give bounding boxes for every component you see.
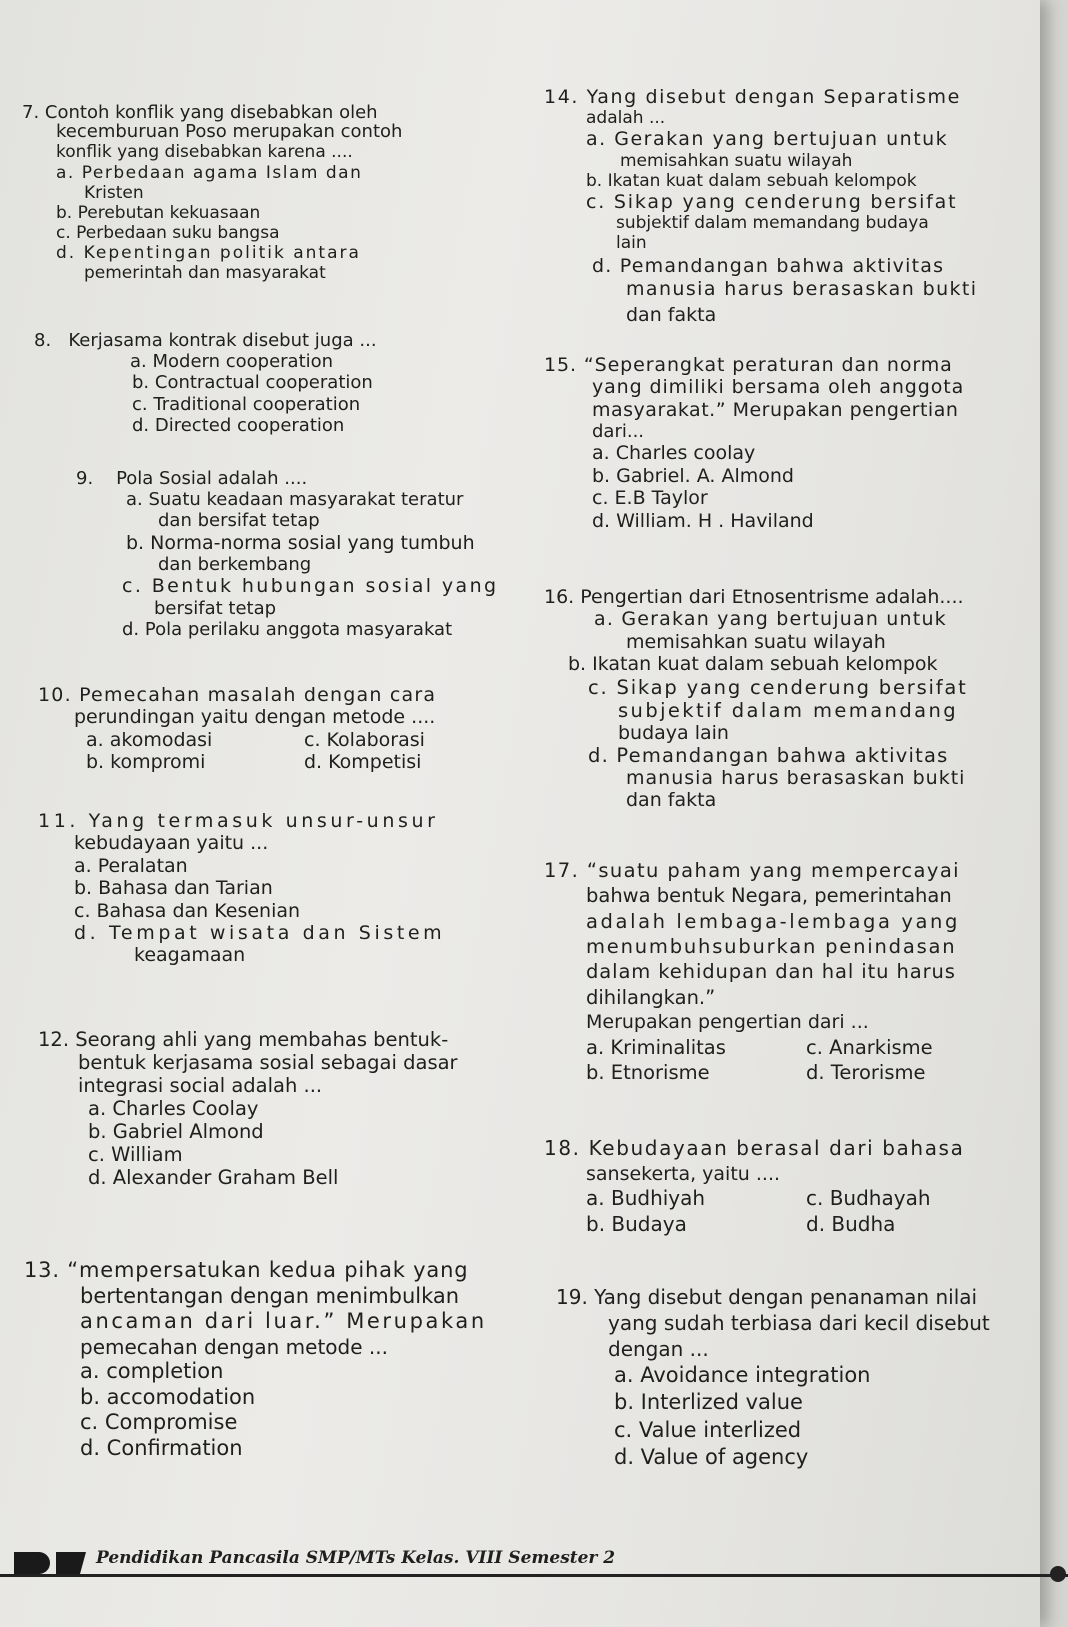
option-b: b. Budaya: [586, 1211, 687, 1236]
question-16: [544, 586, 968, 812]
question-number: 13.: [24, 1258, 60, 1282]
question-stem: “Seperangkat peraturan dan norma: [583, 354, 953, 376]
option-c: c. Anarkisme: [806, 1035, 933, 1059]
question-stem: adalah ...: [586, 108, 666, 129]
option-d: d. Alexander Graham Bell: [88, 1166, 339, 1189]
option-c-cont: bersifat tetap: [154, 597, 277, 619]
footer-title: Pendidikan Pancasila SMP/MTs Kelas. VIII Semester 2: [96, 1548, 616, 1568]
option-a: a. Charles coolay: [592, 442, 756, 465]
question-number: 17.: [544, 859, 580, 882]
footer-bar-icon: [56, 1552, 86, 1574]
option-c: c. Value interlized: [614, 1417, 802, 1442]
question-stem: sansekerta, yaitu ....: [586, 1162, 781, 1185]
option-c: c. Traditional cooperation: [132, 393, 361, 415]
question-13: [24, 1258, 487, 1462]
option-a: a. Peralatan: [74, 854, 188, 877]
option-c-cont: lain: [616, 233, 647, 254]
question-17: [544, 858, 960, 1085]
option-a: a. Modern cooperation: [130, 351, 334, 373]
option-c: c. E.B Taylor: [592, 487, 708, 510]
question-stem: ancaman dari luar.” Merupakan: [80, 1309, 487, 1334]
option-c-cont: subjektif dalam memandang budaya: [616, 213, 929, 234]
question-stem: kecemburuan Poso merupakan contoh: [56, 121, 403, 143]
option-a: a. Suatu keadaan masyarakat teratur: [126, 489, 464, 511]
question-stem: Merupakan pengertian dari ...: [586, 1011, 869, 1034]
question-stem: “suatu paham yang mempercayai: [586, 859, 960, 882]
footer-rule: [0, 1574, 1068, 1577]
question-stem: konflik yang disebabkan karena ....: [56, 142, 353, 163]
option-b: b. kompromi: [86, 751, 206, 774]
option-a: a. Budhiyah: [586, 1185, 706, 1210]
question-stem: bahwa bentuk Negara, pemerintahan: [586, 884, 952, 908]
question-stem: masyarakat.” Merupakan pengertian: [592, 398, 959, 421]
option-c: c. Bahasa dan Kesenian: [74, 899, 301, 922]
option-c: c. Kolaborasi: [304, 728, 425, 751]
option-d: d. Value of agency: [614, 1444, 809, 1469]
option-d: d. William. H . Haviland: [592, 509, 814, 532]
question-14: [544, 86, 977, 327]
question-stem: Seorang ahli yang membahas bentuk-: [75, 1028, 449, 1051]
question-7: [22, 102, 402, 283]
option-c: c. Bentuk hubungan sosial yang: [122, 575, 499, 598]
question-10: [38, 684, 436, 774]
question-stem: Yang disebut dengan penanaman nilai: [594, 1285, 978, 1309]
question-number: 15.: [544, 354, 577, 376]
option-b: b. Perebutan kekuasaan: [56, 202, 261, 223]
question-stem: yang sudah terbiasa dari kecil disebut: [608, 1311, 990, 1335]
question-stem: dalam kehidupan dan hal itu harus: [586, 960, 956, 984]
question-number: 7.: [22, 102, 40, 123]
option-c: c. Compromise: [80, 1410, 238, 1435]
question-stem: “mempersatukan kedua pihak yang: [67, 1258, 469, 1282]
option-b: b. Etnorisme: [586, 1061, 710, 1085]
option-c: c. William: [88, 1143, 183, 1166]
option-a: a. Kriminalitas: [586, 1035, 726, 1059]
option-a-cont: memisahkan suatu wilayah: [626, 630, 886, 653]
question-stem: Pola Sosial adalah ....: [116, 468, 308, 489]
question-stem: Kerjasama kontrak disebut juga ...: [68, 330, 377, 351]
option-b: b. Bahasa dan Tarian: [74, 877, 273, 900]
option-d: d. Pemandangan bahwa aktivitas: [588, 744, 949, 768]
question-stem: perundingan yaitu dengan metode ....: [74, 706, 436, 729]
option-d: d. Kepentingan politik antara: [56, 242, 361, 263]
option-a: a. Perbedaan agama Islam dan: [56, 162, 363, 183]
question-number: 10.: [38, 684, 72, 706]
footer-mark-icon: [14, 1552, 50, 1574]
option-a: a. Gerakan yang bertujuan untuk: [586, 128, 949, 151]
question-number: 8.: [34, 330, 52, 351]
option-b: b. Contractual cooperation: [132, 372, 373, 394]
question-11: [38, 810, 445, 967]
question-number: 16.: [544, 586, 575, 608]
question-number: 14.: [544, 86, 580, 108]
option-d-cont: dan fakta: [626, 304, 717, 327]
question-15: [544, 354, 964, 532]
option-c: c. Budhayah: [806, 1185, 931, 1210]
option-b: b. Norma-norma sosial yang tumbuh: [126, 531, 475, 554]
question-stem: Kebudayaan berasal dari bahasa: [588, 1136, 965, 1160]
option-a: a. Gerakan yang bertujuan untuk: [594, 608, 947, 631]
option-c-cont: subjektif dalam memandang: [618, 698, 958, 722]
option-d-cont: dan fakta: [626, 789, 717, 812]
question-number: 11.: [38, 810, 80, 832]
question-stem: dengan ...: [608, 1337, 709, 1361]
question-9: [78, 468, 499, 640]
question-stem: dari...: [592, 421, 645, 443]
option-c: c. Perbedaan suku bangsa: [56, 222, 280, 243]
question-stem: bertentangan dengan menimbulkan: [80, 1283, 460, 1308]
option-a-cont: Kristen: [84, 182, 144, 203]
option-d-cont: keagamaan: [134, 944, 246, 967]
question-stem: integrasi social adalah ...: [78, 1074, 323, 1097]
option-c: c. Sikap yang cenderung bersifat: [586, 190, 958, 213]
option-d: d. Kompetisi: [304, 751, 422, 774]
option-a: a. completion: [80, 1359, 224, 1384]
question-stem: Yang termasuk unsur-unsur: [88, 810, 439, 832]
option-b: b. accomodation: [80, 1384, 256, 1409]
option-b: b. Gabriel Almond: [88, 1120, 264, 1143]
question-8: [34, 330, 377, 436]
option-a: a. Avoidance integration: [614, 1363, 871, 1387]
question-stem: dihilangkan.”: [586, 985, 716, 1009]
option-d: d. Directed cooperation: [132, 414, 345, 436]
option-a-cont: dan bersifat tetap: [158, 510, 320, 532]
option-d: d. Pola perilaku anggota masyarakat: [122, 618, 453, 640]
question-stem: Contoh konflik yang disebabkan oleh: [44, 102, 378, 123]
footer-dot-icon: [1050, 1566, 1066, 1582]
option-d: d. Budha: [806, 1211, 896, 1236]
option-b: b. Ikatan kuat dalam sebuah kelompok: [586, 170, 917, 191]
question-number: 18.: [544, 1136, 581, 1160]
option-b: b. Gabriel. A. Almond: [592, 464, 794, 487]
option-d-cont: pemerintah dan masyarakat: [84, 262, 326, 283]
option-c-cont: budaya lain: [618, 721, 729, 744]
question-stem: yang dimiliki bersama oleh anggota: [592, 376, 965, 399]
option-b: b. Interlized value: [614, 1390, 803, 1415]
question-stem: menumbuhsuburkan penindasan: [586, 935, 957, 959]
question-stem: Pemecahan masalah dengan cara: [79, 684, 437, 706]
question-number: 19.: [556, 1285, 588, 1309]
option-d: d. Tempat wisata dan Sistem: [74, 922, 446, 945]
question-stem: bentuk kerjasama sosial sebagai dasar: [78, 1051, 458, 1074]
option-a: a. akomodasi: [86, 728, 213, 751]
option-d: d. Confirmation: [80, 1436, 243, 1461]
option-d-cont: manusia harus berasaskan bukti: [626, 277, 978, 300]
question-number: 12.: [38, 1028, 70, 1051]
option-c: c. Sikap yang cenderung bersifat: [588, 675, 968, 699]
question-stem: pemecahan dengan metode ...: [80, 1334, 388, 1359]
option-d-cont: manusia harus berasaskan bukti: [626, 767, 966, 790]
question-stem: kebudayaan yaitu ...: [74, 832, 269, 855]
question-18: [544, 1136, 964, 1237]
question-stem: Yang disebut dengan Separatisme: [586, 86, 961, 108]
question-12: [38, 1028, 458, 1189]
question-19: [556, 1284, 990, 1471]
option-d: d. Terorisme: [806, 1061, 926, 1085]
option-a-cont: memisahkan suatu wilayah: [620, 150, 853, 171]
question-number: 9.: [76, 468, 94, 489]
option-b-cont: dan berkembang: [158, 554, 312, 576]
option-d: d. Pemandangan bahwa aktivitas: [592, 255, 945, 278]
question-stem: Pengertian dari Etnosentrisme adalah....: [580, 586, 964, 608]
option-a: a. Charles Coolay: [88, 1097, 259, 1120]
page-footer: [0, 1548, 1068, 1582]
question-stem: adalah lembaga-lembaga yang: [586, 909, 960, 933]
option-b: b. Ikatan kuat dalam sebuah kelompok: [568, 653, 938, 676]
